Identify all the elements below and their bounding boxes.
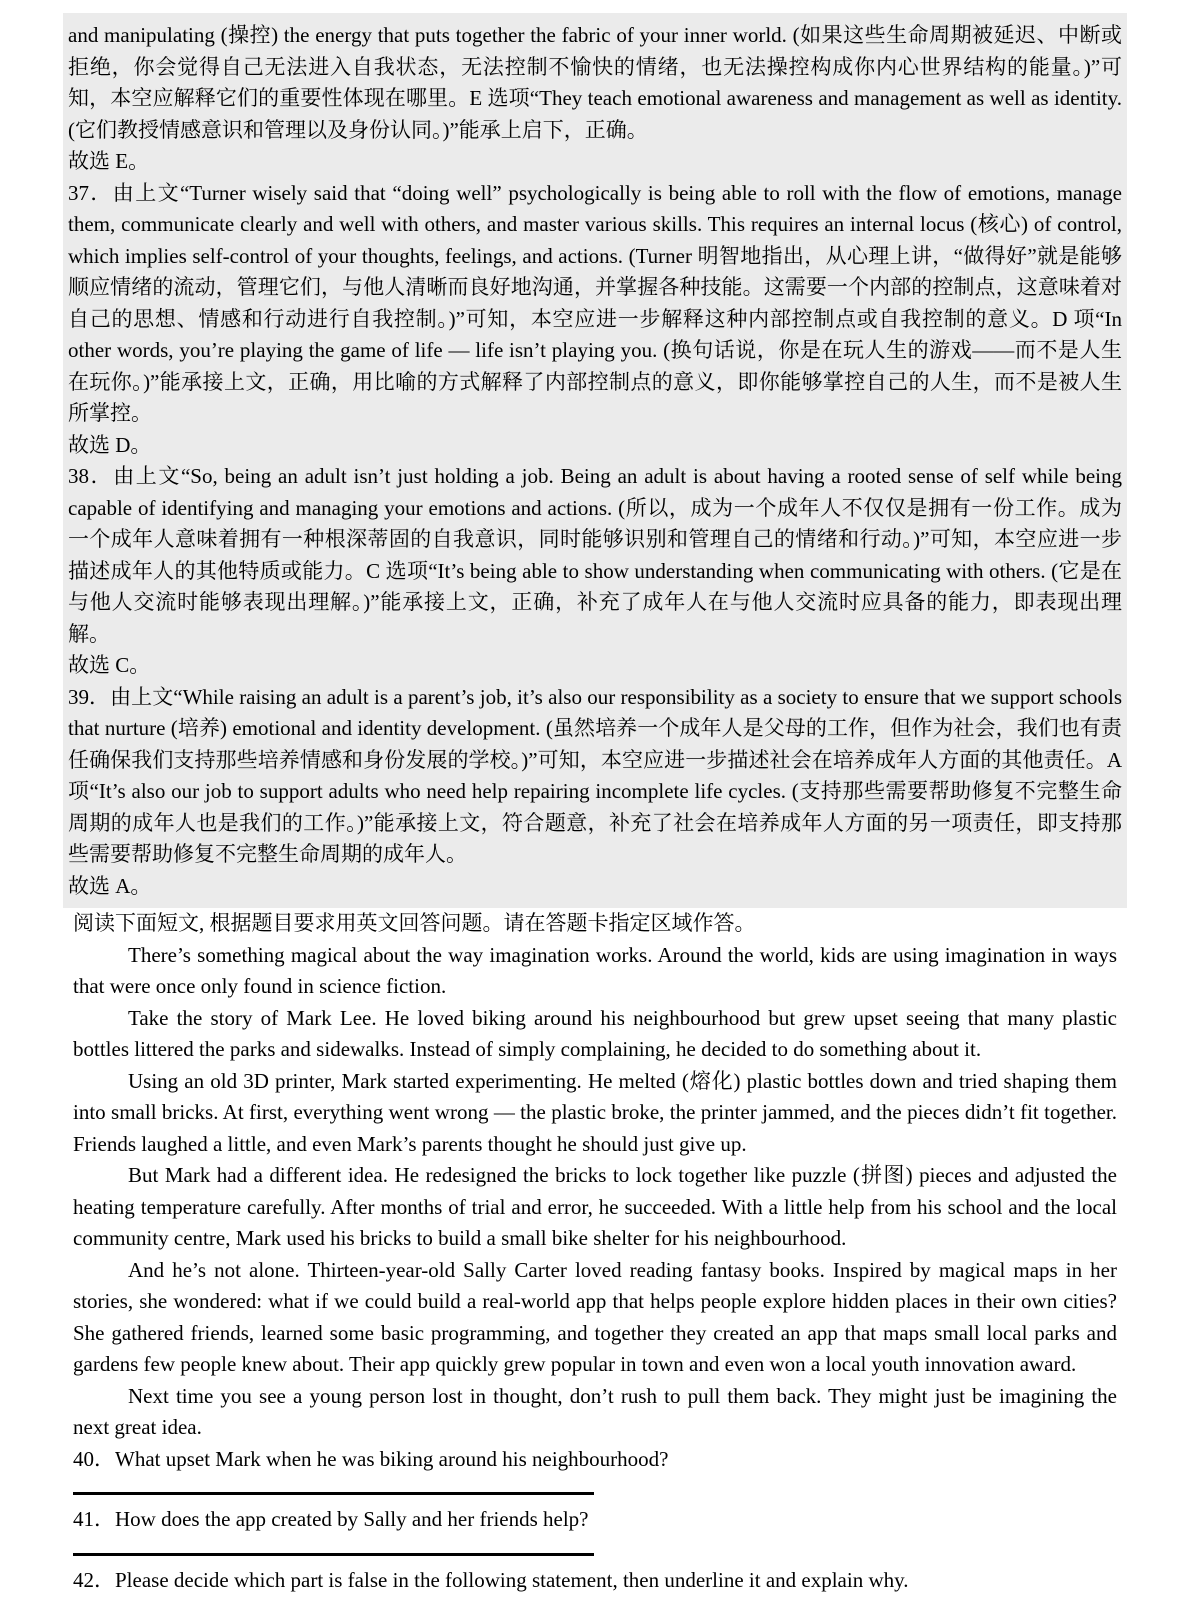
explanation-39 — [68, 682, 1122, 871]
answer-explanations-section — [63, 13, 1127, 908]
passage-paragraph-4: But Mark had a different idea. He redesigned the bricks to lock together like puzzle (拼图) pieces and adjusted the heating temperature carefully. After months of trial and error, he succeeded. With a little help from his school and the local community centre, Mark used his bricks to build a small bike shelter for his neighbourhood. — [73, 1163, 1117, 1250]
reading-instruction: 阅读下面短文, 根据题目要求用英文回答问题。请在答题卡指定区域作答。 — [73, 911, 756, 935]
question-42 — [73, 1565, 1117, 1597]
passage-paragraph-5: And he’s not alone. Thirteen-year-old Sally Carter loved reading fantasy books. Inspired by magical maps in her stories, she wondered: what if we could build a real-world app that helps people explore hidden places in their own cities? She gathered friends, learned some basic programming, and together they created an app that maps small local parks and gardens few people knew about. Their app quickly grew popular in town and even won a local youth innovation award. — [73, 1257, 1117, 1376]
question-number: 41． — [73, 1507, 115, 1531]
question-text: What upset Mark when he was biking around his neighbourhood? — [115, 1446, 669, 1471]
final-answer-39 — [68, 871, 1122, 903]
passage-paragraph-2: Take the story of Mark Lee. He loved biking around his neighbourhood but grew upset seeing that many plastic bottles littered the parks and sidewalks. Instead of simply complaining, he decided to do something about it. — [73, 1005, 1117, 1061]
answer-line-41 — [73, 1553, 594, 1556]
passage-paragraph-1: There’s something magical about the way imagination works. Around the world, kids are using imagination in ways that were once only found in science fiction. — [73, 942, 1117, 998]
question-40 — [73, 1444, 1117, 1476]
final-answer-text: 故选 C。 — [68, 653, 151, 677]
question-41 — [73, 1504, 1117, 1536]
reading-section — [68, 908, 1122, 1444]
question-number-label: 38． — [68, 464, 114, 488]
question-number: 40． — [73, 1446, 115, 1471]
explanation-text: 由上文“So, being an adult isn’t just holding a job. Being an adult is about having a rooted sense of self while being capable of identifying and managing your emotions and actions. (所以，成为一个成年人不仅仅是拥有一份工作。成为一个成年人意味着拥有一种根深蒂固的自我意识，同时能够识别和管理自己的情绪和行动。)”可知，本空应进一步描述成年人的其他特质或能力。C 选项“It’s being able to show understanding when communicating with others. (它是在与他人交流时能够表现出理解。)”能承接上文，正确，补充了成年人在与他人交流时应具备的能力，即表现出理解。 — [68, 464, 1122, 646]
explanation-text: and manipulating (操控) the energy that puts together the fabric of your inner world. (如果这些生命周期被延迟、中断或拒绝，你会觉得自己无法进入自我状态，无法控制不愉快的情绪，也无法操控构成你内心世界结构的能量。)”可知，本空应解释它们的重要性体现在哪里。E 选项“They teach emotional awareness and management as well as identity. (它们教授情感意识和管理以及身份认同。)”能承上启下，正确。 — [68, 23, 1122, 142]
question-number-label: 39． — [68, 684, 111, 709]
passage-paragraph-3: Using an old 3D printer, Mark started experimenting. He melted (熔化) plastic bottles down and tried shaping them into small bricks. At first, everything went wrong — the plastic broke, the printer jammed, and the pieces didn’t fit together. Friends laughed a little, and even Mark’s parents thought he should just give up. — [73, 1068, 1117, 1156]
explanation-text: 由上文“Turner wisely said that “doing well” psychologically is being able to roll with the flow of emotions, manage them, communicate clearly and well with others, and master various skills. This requires an internal locus (核心) of control, which implies self-control of your thoughts, feelings, and actions. (Turner 明智地指出，从心理上讲，“做得好”就是能够顺应情绪的流动，管理它们，与他人清晰而良好地沟通，并掌握各种技能。这需要一个内部的控制点，这意味着对自己的思想、情感和行动进行自我控制。)”可知，本空应进一步解释这种内部控制点或自我控制的意义。D 项“In other words, you’re playing the game of life — life isn’t playing you. (换句话说，你是在玩人生的游戏——而不是人生在玩你。)”能承接上文，正确，用比喻的方式解释了内部控制点的意义，即你能够掌控自己的人生，而不是被人生所掌控。 — [68, 180, 1123, 425]
final-answer-38 — [68, 650, 1122, 682]
explanation-36-continuation — [68, 20, 1122, 146]
passage-paragraph-6: Next time you see a young person lost in thought, don’t rush to pull them back. They might just be imagining the next great idea. — [73, 1383, 1117, 1439]
final-answer-text: 故选 E。 — [68, 149, 150, 173]
explanation-text: 由上文“While raising an adult is a parent’s job, it’s also our responsibility as a society to ensure that we support schools that nurture (培养) emotional and identity development. (虽然培养一个成年人是父母的工作，但作为社会，我们也有责任确保我们支持那些培养情感和身份发展的学校。)”可知，本空应进一步描述社会在培养成年人方面的其他责任。A 项“It’s also our job to support adults who need help repairing incomplete life cycles. (支持那些需要帮助修复不完整生命周期的成年人也是我们的工作。)”能承接上文，符合题意，补充了社会在培养成年人方面的另一项责任，即支持那些需要帮助修复不完整生命周期的成年人。 — [68, 684, 1123, 866]
questions-section — [68, 1444, 1122, 1597]
explanation-37 — [68, 178, 1122, 430]
final-answer-text: 故选 D。 — [68, 432, 152, 457]
question-number: 42． — [73, 1567, 115, 1592]
explanation-38 — [68, 461, 1122, 650]
answer-line-40 — [73, 1492, 594, 1495]
question-number-label: 37． — [68, 180, 113, 205]
final-answer-37 — [68, 430, 1122, 462]
question-text: Please decide which part is false in the following statement, then underline it and explain why. — [115, 1567, 909, 1592]
question-text: How does the app created by Sally and her friends help? — [115, 1507, 589, 1531]
final-answer-text: 故选 A。 — [68, 873, 152, 898]
final-answer-36 — [68, 146, 1122, 178]
